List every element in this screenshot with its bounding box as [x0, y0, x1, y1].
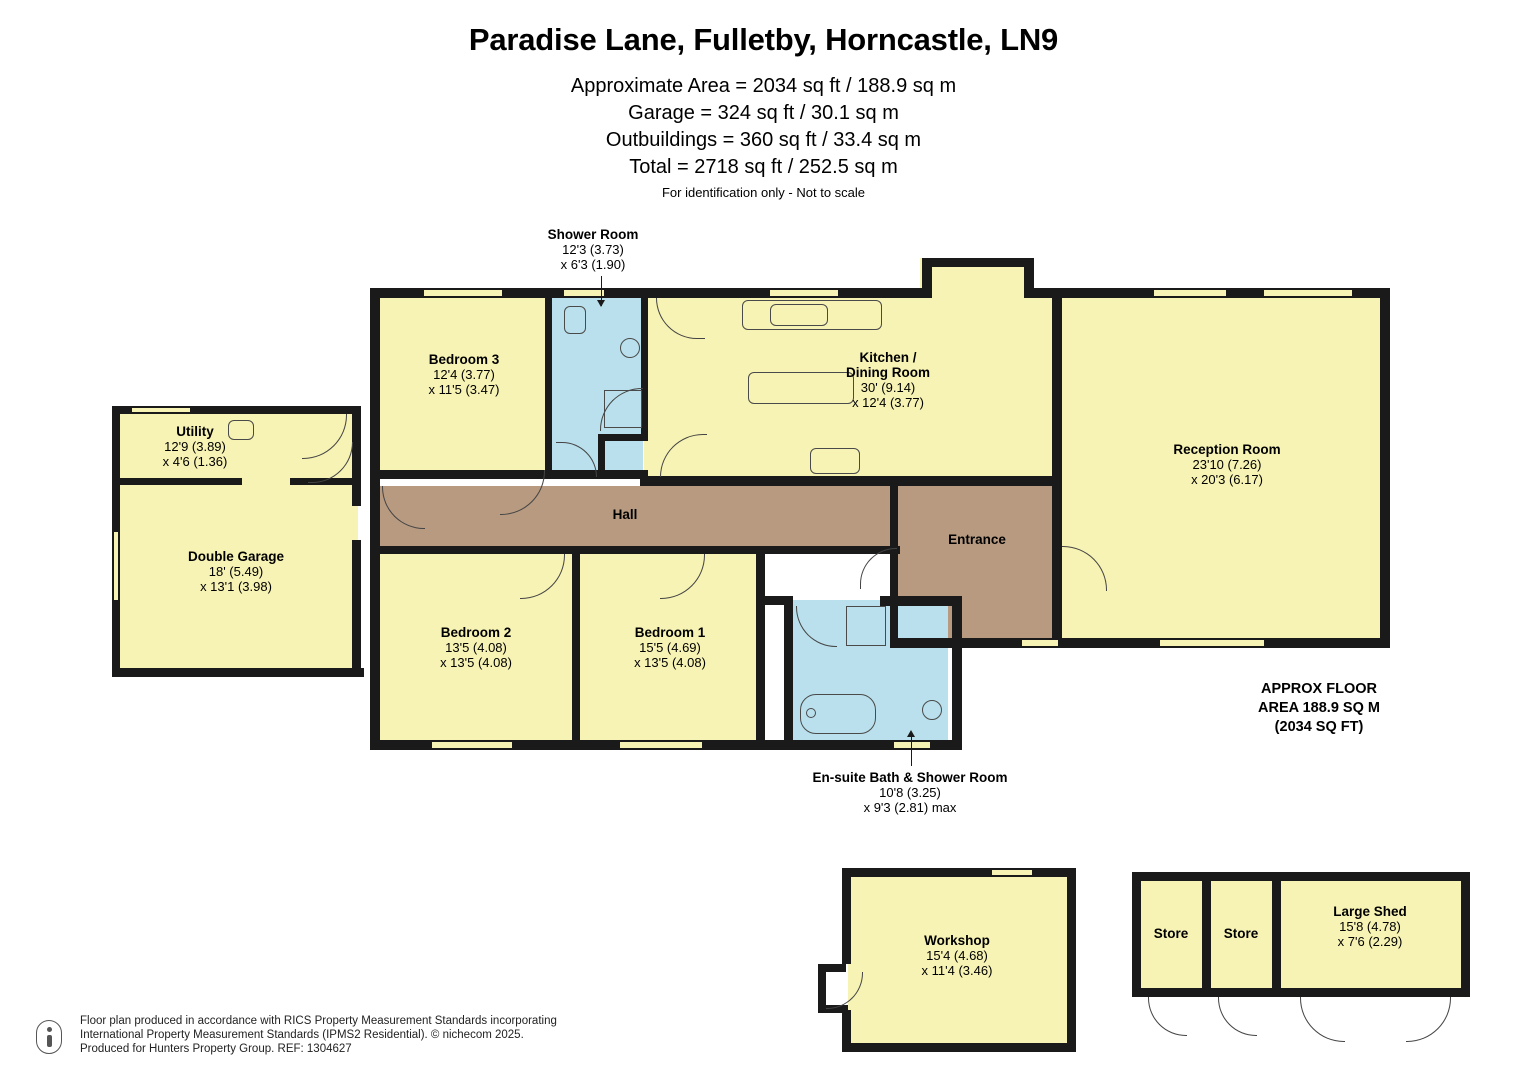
bedroom1-name: Bedroom 1 — [634, 625, 706, 640]
bedroom2-name: Bedroom 2 — [440, 625, 512, 640]
wall-store-divider-2 — [1272, 872, 1281, 994]
hall-name: Hall — [612, 507, 638, 522]
wall-ensuite-right — [952, 596, 962, 750]
ensuite-dim1: 10'8 (3.25) — [879, 785, 941, 800]
window-workshop-top — [990, 868, 1034, 877]
wall-kitchen-bottom — [640, 476, 1060, 486]
workshop-name: Workshop — [924, 933, 990, 948]
wc-fixture-shower-room — [564, 306, 586, 334]
kitchen-name-2: Dining Room — [846, 365, 930, 380]
wall-bed1-right — [756, 546, 765, 746]
shower-room-dim1: 12'3 (3.73) — [562, 242, 624, 257]
garage-dim2: x 13'1 (3.98) — [200, 579, 272, 594]
window-shower — [562, 288, 606, 298]
workshop-dim1: 15'4 (4.68) — [926, 948, 988, 963]
garage-name: Double Garage — [187, 549, 285, 564]
window-utility — [130, 406, 192, 414]
reception-dim1: 23'10 (7.26) — [1192, 457, 1262, 472]
wall-workshop-left-lower — [842, 1010, 851, 1052]
wall-bed2-right — [572, 546, 580, 746]
wall-shower-lobby — [598, 434, 648, 441]
store-1-name: Store — [1153, 926, 1189, 941]
wall-ensuite-left — [784, 596, 793, 746]
wall-left-main — [370, 288, 380, 750]
wall-outbuildings-top — [1132, 872, 1470, 881]
footer-line-1: Floor plan produced in accordance with RICS Property Measurement Standards incorporating — [80, 1015, 557, 1027]
reception-name: Reception Room — [1173, 442, 1281, 457]
ensuite-name: En-suite Bath & Shower Room — [812, 770, 1008, 785]
wall-garage-right — [352, 406, 361, 506]
footer-line-2: International Property Measurement Standards (IPMS2 Residential). © nichecom 2025. — [80, 1029, 524, 1041]
wall-large-shed-door-post — [1344, 988, 1406, 997]
workshop-dim2: x 11'4 (3.46) — [921, 963, 993, 978]
window-kitchen-1 — [768, 288, 840, 298]
wall-workshop-bottom — [842, 1043, 1076, 1052]
page-title: Paradise Lane, Fulletby, Horncastle, LN9 — [468, 22, 1059, 57]
window-reception-bottom — [1158, 638, 1266, 648]
wall-reception-left — [1052, 288, 1062, 648]
area-line-2: Garage = 324 sq ft / 30.1 sq m — [628, 102, 899, 124]
label-hall — [568, 507, 682, 522]
door-arc-entrance-front — [860, 548, 897, 589]
bedroom2-dim2: x 13'5 (4.08) — [440, 655, 512, 670]
door-arc-store-2 — [1218, 997, 1257, 1036]
window-reception-top-2 — [1262, 288, 1354, 298]
utility-dim1: 12'9 (3.89) — [164, 439, 226, 454]
bath-tap-fixture — [806, 708, 816, 718]
window-garage-left — [112, 530, 120, 602]
window-entrance-bottom — [1020, 638, 1060, 648]
wall-outbuildings-right — [1461, 872, 1470, 994]
area-line-1: Approximate Area = 2034 sq ft / 188.9 sq m — [570, 75, 957, 97]
reception-dim2: x 20'3 (6.17) — [1191, 472, 1263, 487]
wall-utility-bottom — [112, 478, 242, 485]
approx-floor-area — [1219, 680, 1419, 737]
label-bedroom2 — [400, 625, 552, 670]
wall-right-main — [1380, 288, 1390, 648]
window-bed1 — [618, 740, 704, 750]
ensuite-dim2: x 9'3 (2.81) max — [863, 800, 957, 815]
approx-line-2: AREA 188.9 SQ M — [1258, 700, 1380, 716]
bedroom2-dim1: 13'5 (4.08) — [445, 640, 507, 655]
person-icon — [36, 1020, 62, 1054]
label-kitchen — [812, 350, 964, 410]
large-shed-dim1: 15'8 (4.78) — [1339, 919, 1401, 934]
approx-line-1: APPROX FLOOR — [1260, 681, 1377, 697]
shower-room-dim2: x 6'3 (1.90) — [560, 257, 626, 272]
shower-room-leader-arrow — [597, 300, 605, 307]
approx-line-3: (2034 SQ FT) — [1274, 719, 1364, 735]
ensuite-leader — [911, 736, 912, 766]
door-arc-large-shed-left — [1300, 997, 1345, 1042]
bedroom3-name: Bedroom 3 — [428, 352, 500, 367]
window-bed2 — [430, 740, 514, 750]
footer-credits — [80, 1014, 720, 1056]
window-reception-top-1 — [1152, 288, 1228, 298]
label-store-1 — [1140, 927, 1202, 941]
ensuite-leader-arrow — [907, 730, 915, 737]
shower-room-name: Shower Room — [547, 227, 639, 242]
kitchen-worktop-fixture — [742, 300, 882, 330]
wall-garage-right-lower — [352, 540, 361, 676]
window-ensuite-bottom — [892, 740, 932, 750]
wall-hall-bottom — [370, 546, 900, 554]
kitchen-name-1: Kitchen / — [859, 350, 917, 365]
bedroom3-dim2: x 11'5 (3.47) — [428, 382, 500, 397]
label-reception — [1148, 442, 1306, 487]
wall-bed3-right — [545, 294, 552, 474]
label-bedroom3 — [389, 352, 539, 397]
garage-dim1: 18' (5.49) — [208, 564, 264, 579]
label-entrance — [912, 532, 1042, 547]
store-2-name: Store — [1223, 926, 1259, 941]
area-line-3: Outbuildings = 360 sq ft / 33.4 sq m — [605, 129, 922, 151]
label-workshop — [878, 933, 1036, 978]
bedroom1-dim1: 15'5 (4.69) — [639, 640, 701, 655]
large-shed-name: Large Shed — [1333, 904, 1407, 919]
label-large-shed — [1290, 904, 1450, 949]
footer-line-3: Produced for Hunters Property Group. REF: 1304627 — [80, 1043, 352, 1055]
wall-workshop-left-upper — [842, 868, 851, 964]
basin-fixture-ensuite — [922, 700, 942, 720]
bedroom1-dim2: x 13'5 (4.08) — [634, 655, 706, 670]
wall-workshop-right — [1067, 868, 1076, 1052]
wall-workshop-top — [842, 868, 1076, 877]
identification-note: For identification only - Not to scale — [661, 185, 866, 200]
shower-cubicle-fixture — [846, 606, 886, 646]
label-ensuite — [740, 770, 1080, 815]
door-arc-store-1 — [1148, 997, 1187, 1036]
window-bed3 — [422, 288, 504, 298]
bedroom3-dim1: 12'4 (3.77) — [433, 367, 495, 382]
label-bedroom1 — [594, 625, 746, 670]
kitchen-dim2: x 12'4 (3.77) — [852, 395, 924, 410]
kitchen-dim1: 30' (9.14) — [860, 380, 916, 395]
label-garage — [152, 549, 320, 594]
wall-garage-bottom — [112, 668, 364, 677]
area-line-4: Total = 2718 sq ft / 252.5 sq m — [629, 156, 898, 178]
wall-bay-top — [922, 258, 1034, 267]
entrance-name: Entrance — [948, 532, 1006, 547]
kitchen-hob-fixture — [810, 448, 860, 474]
large-shed-dim2: x 7'6 (2.29) — [1337, 934, 1403, 949]
door-arc-large-shed-right — [1406, 997, 1451, 1042]
utility-dim2: x 4'6 (1.36) — [162, 454, 228, 469]
wall-outbuildings-bottom — [1132, 988, 1470, 997]
label-store-2 — [1210, 927, 1272, 941]
basin-fixture-shower-room — [620, 338, 640, 358]
utility-name: Utility — [176, 424, 214, 439]
label-shower-room — [468, 227, 718, 272]
shower-tray-fixture — [604, 390, 642, 428]
wall-shower-lobby-right — [598, 434, 605, 474]
label-utility — [130, 424, 260, 469]
